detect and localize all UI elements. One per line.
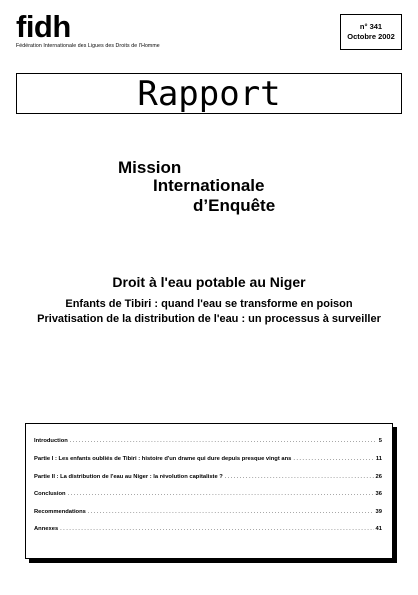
toc-leader <box>60 526 373 532</box>
toc-item-annexes[interactable] <box>34 526 382 532</box>
toc-leader <box>70 438 377 444</box>
toc-item-page: 26 <box>375 474 382 480</box>
report-subtitle-2: Privatisation de la distribution de l'eau : un processus à surveiller <box>37 313 381 325</box>
mission-line-1: Mission <box>118 158 182 177</box>
mission-line-2: Internationale <box>153 176 265 195</box>
toc-leader <box>68 491 374 497</box>
report-title: Droit à l'eau potable au Niger <box>112 274 306 290</box>
toc-item-introduction[interactable] <box>34 438 382 444</box>
issue-date: Octobre 2002 <box>347 32 395 41</box>
toc-item-label: Annexes <box>34 526 59 532</box>
toc-item-page: 39 <box>375 509 382 515</box>
table-of-contents <box>25 423 393 559</box>
report-banner <box>16 73 402 114</box>
report-label: Rapport <box>137 73 281 114</box>
toc-item-partie-2[interactable] <box>34 474 382 480</box>
toc-item-label: Partie II : La distribution de l'eau au Niger : la révolution capitaliste ? <box>34 474 223 480</box>
toc-item-label: Partie I : Les enfants oubliés de Tibiri : histoire d'un drame qui dure depuis presque vingt ans <box>34 456 292 462</box>
report-subtitle-1: Enfants de Tibiri : quand l'eau se transforme en poison <box>65 298 353 310</box>
issue-number: n° 341 <box>359 22 383 31</box>
toc-item-conclusion[interactable] <box>34 491 382 497</box>
toc-item-partie-1[interactable] <box>34 456 382 462</box>
toc-leader <box>293 456 374 462</box>
toc-leader <box>88 509 374 515</box>
toc-item-label: Conclusion <box>34 491 66 497</box>
fidh-logo <box>16 9 160 49</box>
logo-subtitle: Fédération Internationale des Ligues des Droits de l'Homme <box>16 43 160 49</box>
issue-box <box>340 14 402 50</box>
mission-line-3: d’Enquête <box>193 196 276 215</box>
toc-item-label: Recommendations <box>34 509 86 515</box>
toc-item-recommendations[interactable] <box>34 509 382 515</box>
toc-item-page: 11 <box>375 456 382 462</box>
toc-item-label: Introduction <box>34 438 68 444</box>
toc-item-page: 36 <box>375 491 382 497</box>
toc-item-page: 41 <box>375 526 382 532</box>
toc-leader <box>225 474 374 480</box>
logo-wordmark: fidh <box>16 9 71 44</box>
toc-item-page: 5 <box>378 438 382 444</box>
